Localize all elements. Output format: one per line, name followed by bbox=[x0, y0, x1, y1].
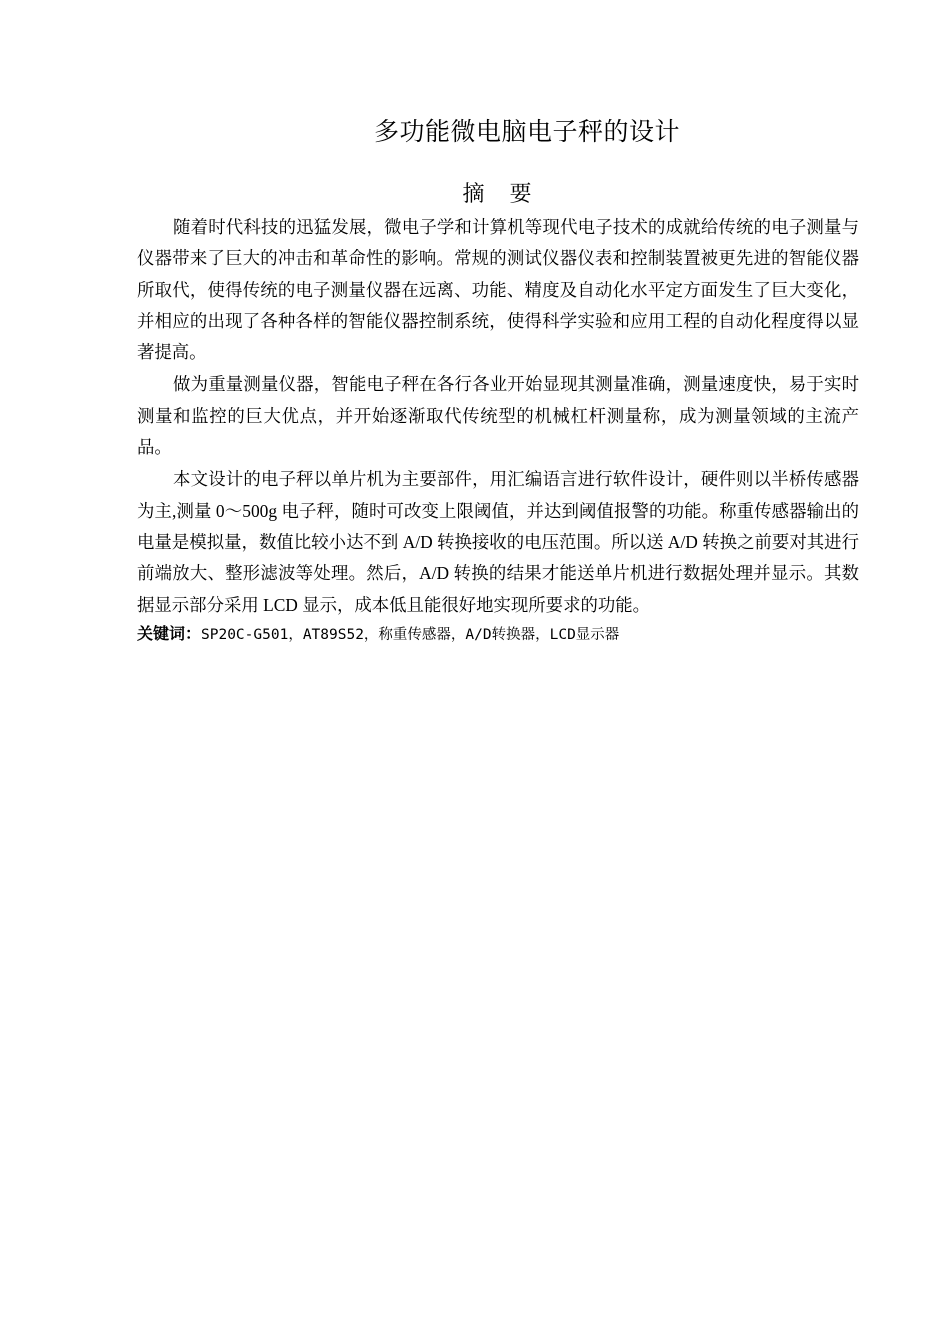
abstract-paragraph-2: 做为重量测量仪器，智能电子秤在各行各业开始显现其测量准确，测量速度快，易于实时测量和监控的巨大优点，并开始逐渐取代传统型的机械杠杆测量称，成为测量领域的主流产品。 bbox=[137, 374, 859, 458]
abstract-paragraph-1: 随着时代科技的迅猛发展，微电子学和计算机等现代电子技术的成就给传统的电子测量与仪器带来了巨大的冲击和革命性的影响。常规的测试仪器仪表和控制装置被更先进的智能仪器所取代，使得传统的电子测量仪器在远离、功能、精度及自动化水平定方面发生了巨大变化，并相应的出现了各种各样的智能仪器控制系统，使得科学实验和应用工程的自动化程度得以显著提高。 bbox=[137, 217, 859, 363]
keywords-label: 关键词： bbox=[137, 623, 202, 643]
keywords-text: SP20C-G501，AT89S52，称重传感器，A/D转换器，LCD显示器 bbox=[201, 626, 620, 643]
keywords-line bbox=[137, 622, 859, 647]
abstract-heading: 摘 要 bbox=[462, 182, 532, 207]
document-title: 多功能微电脑电子秤的设计 bbox=[373, 117, 680, 146]
abstract-body bbox=[137, 212, 859, 647]
abstract-paragraph-3: 本文设计的电子秤以单片机为主要部件，用汇编语言进行软件设计，硬件则以半桥传感器为主,测量 0～500g 电子秤，随时可改变上限阈值，并达到阈值报警的功能。称重传感器输出的电量是模拟量，数值比较小达不到 A/D 转换接收的电压范围。所以送 A/D 转换之前要对其进行前端放大、整形滤波等处理。然后，A/D 转换的结果才能送单片机进行数据处理并显示。其数据显示部分采用 LCD 显示，成本低且能很好地实现所要求的功能。 bbox=[137, 469, 859, 615]
